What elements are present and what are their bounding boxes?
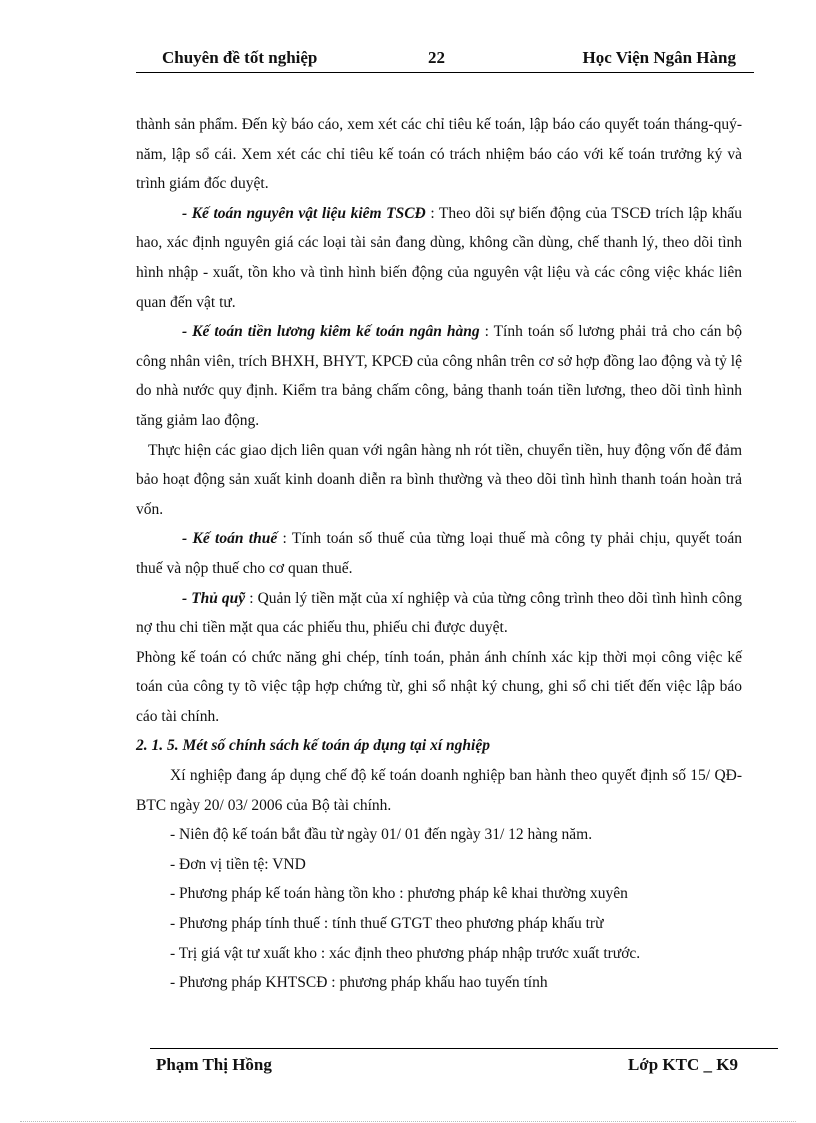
paragraph-role (136, 199, 742, 317)
role-description: : Theo dõi sự biến động của TSCĐ trích lập khấu hao, xác định nguyên giá các loại tài sản đang dùng, không cần dùng, chế thanh lý, theo dõi tình hình nhập - xuất, tồn kho và tình hình biến động của nguyên vật liệu và các công việc khác liên quan đến vật tư. (136, 204, 743, 311)
list-item: - Niên độ kế toán bắt đầu từ ngày 01/ 01 đến ngày 31/ 12 hàng năm. (170, 826, 593, 844)
page-header (136, 48, 754, 73)
policy-list (136, 820, 742, 998)
list-item: - Trị giá vật tư xuất kho : xác định theo phương pháp nhập trước xuất trước. (170, 944, 641, 962)
paragraph-role (136, 524, 742, 583)
list-item: - Phương pháp tính thuế : tính thuế GTGT theo phương pháp khấu trừ (170, 915, 604, 933)
page-edge-divider (20, 1121, 796, 1122)
class-name: Lớp KTC _ K9 (627, 1055, 738, 1074)
list-item: - Đơn vị tiền tệ: VND (170, 855, 306, 873)
role-title: - Kế toán tiền lương kiêm kế toán ngân hàng (182, 323, 480, 341)
role-description: : Tính toán số thuế của từng loại thuế mà công ty phải chịu, quyết toán thuế và nộp thuế cho cơ quan thuế. (136, 530, 743, 577)
role-title: - Kế toán nguyên vật liệu kiêm TSCĐ (182, 204, 426, 222)
page-number: 22 (428, 48, 445, 67)
header-title: Chuyên đề tốt nghiệp (162, 48, 318, 67)
paragraph: Xí nghiệp đang áp dụng chế độ kế toán doanh nghiệp ban hành theo quyết định số 15/ QĐ-BTC ngày 20/ 03/ 2006 của Bộ tài chính. (136, 767, 742, 814)
list-item: - Phương pháp kế toán hàng tồn kho : phương pháp kê khai thường xuyên (170, 885, 628, 903)
section-heading: 2. 1. 5. Mét số chính sách kế toán áp dụng tại xí nghiệp (136, 737, 490, 755)
paragraph-role (136, 584, 742, 643)
paragraph: thành sản phẩm. Đến kỳ báo cáo, xem xét các chỉ tiêu kế toán, lập báo cáo quyết toán tháng-quý-năm, lập sổ cái. Xem xét các chỉ tiêu kế toán có trách nhiệm báo cáo với kế toán trưởng ký và trình giám đốc duyệt. (136, 116, 742, 193)
header-institution: Học Viện Ngân Hàng (582, 48, 736, 67)
page-footer (150, 1048, 778, 1079)
paragraph: Phòng kế toán có chức năng ghi chép, tính toán, phản ánh chính xác kịp thời mọi công việc kế toán của công ty tõ việc tập hợp chứng từ, ghi sổ nhật ký chung, ghi sổ chi tiết đến việc lập báo cáo tài chính. (136, 648, 742, 725)
role-description: : Tính toán số lương phải trả cho cán bộ công nhân viên, trích BHXH, BHYT, KPCĐ của công nhân trên cơ sở hợp đồng lao động và tỷ lệ do nhà nước quy định. Kiểm tra bảng chấm công, bảng thanh toán tiền lương, theo dõi tình hình tăng giảm lao động. (136, 323, 742, 429)
document-body (136, 110, 742, 998)
role-title: - Thủ quỹ (182, 589, 246, 607)
role-description: : Quản lý tiền mặt của xí nghiệp và của từng công trình theo dõi tình hình công nợ thu chi tiền mặt qua các phiếu thu, phiếu chi được duyệt. (136, 589, 743, 637)
paragraph: Thực hiện các giao dịch liên quan với ngân hàng nh rót tiền, chuyển tiền, huy động vốn để đảm bảo hoạt động sản xuất kinh doanh diễn ra bình thường và theo dõi tình hình thanh toán hoàn trả vốn. (136, 441, 742, 518)
role-title: - Kế toán thuế (182, 530, 278, 548)
list-item: - Phương pháp KHTSCĐ : phương pháp khấu hao tuyến tính (170, 974, 548, 992)
paragraph-role (136, 317, 742, 435)
author-name: Phạm Thị Hồng (156, 1055, 272, 1074)
